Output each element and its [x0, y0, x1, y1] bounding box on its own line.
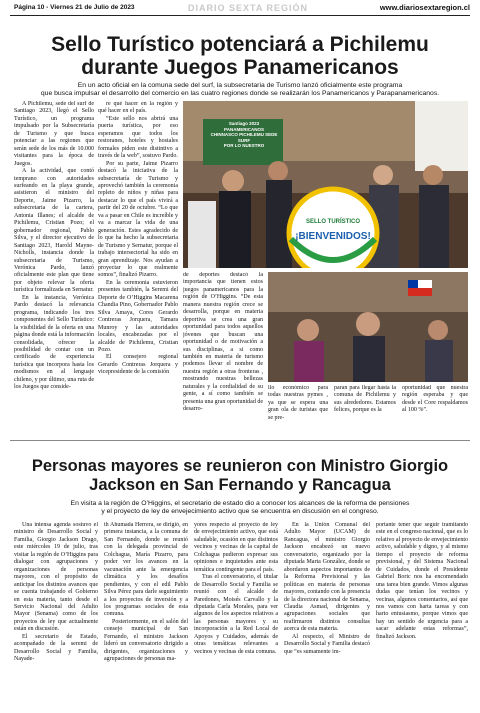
paragraph: Al respecto, el Ministro de Desarrollo Social y Familia destacó que “es sumamente im- — [284, 633, 370, 655]
paragraph: El secretario de Estado, acompañado de la seremi de Desarrollo Social y Familia, Nayade- — [14, 633, 98, 663]
photo-sign-top: SELLO TURÍSTICO — [306, 219, 360, 225]
paragraph: Tras el conversatorio, el titular de Desarrollo Social y Familia se reunió con el alcalde de Paredones, Moisés Carvallo y la diputada Carla Morales, para ver algunos de los aspectos relativos a las personas mayores y su incorporación a la Red Local de Apoyos y Cuidados, además de otras temáticas relevantes a vecinos y vecinas de esta comuna. — [194, 574, 278, 655]
paragraph: “Este sello nos abrirá una puerta turística, por eso esperamos que todos los restoranes, hoteles y hostales formales piden este distintivo a través de la web”, sostuvo Pardo. — [98, 115, 178, 160]
article1-column-1 — [14, 101, 94, 431]
paragraph: Posteriormente, en el salón del consejo municipal de San Fernando, el ministro Jackson lideró un conversatorio dirigido a dirigentes, organizaciones y agrupaciones de personas ma- — [104, 618, 188, 663]
article2-column-5 — [376, 522, 468, 708]
article2-column-1 — [14, 522, 98, 708]
secondary-illustration — [268, 272, 468, 382]
article2-subtitle-line1: En visita a la región de O’Higgins, el secretario de estado dio a conocer los alcances de la reforma de pensiones — [70, 500, 410, 507]
main-photo — [183, 101, 468, 268]
paragraph: A la actividad, que contó temprano con autoridades surfeando en la playa grande, asistieron el ministro del Deporte, Jaime Pizarro, la subsecretaria de la cartera, Antonia Illanes; el alcalde de Pichilemu, Cristian Pozo; el gobernador regional, Pablo Silva, y el director ejecutivo de Santiago 2023, Harold Mayne-Nicholls, instancia donde la subsecretaria de Turismo, Verónica Pardo, lanzó oficialmente este plan que tiene por objeto relevar la oferta turística formalizada en Sernatur. — [14, 168, 94, 294]
paragraph: yores respecto al proyecto de ley de envejecimiento activo, que está saludable, ocasión en que distintos vecinos y vecinas de la capital de Colchagua pudieron expresar sus opiniones e inquietudes ante esta temática contingente para el país. — [194, 522, 278, 573]
paragraph: El consejero regional Gerardo Contreras Jorquera y vicepresidente de la comisión — [98, 354, 178, 376]
paragraph: portante tener que seguir tramitando este en el congreso nacional, que es lo relativo al proyecto de envejecimiento activo, saludable y digno, y al mismo tiempo el proyecto de reforma previsional, y del Sistema Nacional de Cuidados, donde el Presidente Gabriel Boric nos ha encomendado una tarea bien grande. Vimos algunas dudas que tenían los vecinos y vecinas, algunos comentarios, así que nos vamos con harta tareas y con harto entusiasmo, porque vimos que hay un sentido de urgencia para a sacar adelante estas reformas”, finalizó Jackson. — [376, 522, 468, 640]
article2-title-line1: Personas mayores se reunieron con Ministro Giorgio — [31, 457, 449, 475]
article2-subtitle-line2: y el proyecto de ley de envejecimiento activo que se encuentra en discusión en el congreso. — [101, 508, 379, 515]
paragraph: paran para llegar hasta la comuna de Pichilemu y sus alrededores. Estamos felices, porque es la — [334, 385, 396, 414]
paragraph: de deportes destacó la importancia que tienen estos juegos panamericanos para la región de O’Higgins. “De esta manera nuestra región crece se desarrolla, porque en materia deportiva se crea una gran oportunidad para todos aquellos jóvenes que buscan una oportunidad o de motivación a sus disciplinas, a si como también en materia de turismo podemos llevar el nombre de nuestra región a otras fronteras , mostrando nuestras bellezas naturales y la cordialidad de su gente, a sí como también se presenta una gran oportunidad de desarro- — [183, 272, 263, 413]
article1-column-4 — [268, 385, 328, 431]
paragraph: th Ahumada Herrera, se dirigió, en primera instancia, a la comuna de San Fernando, donde se reunió con la delegada provincial de Colchagua, María Pizarro, para poder ver los avances en la vacunación ante la emergencia climática y los desafíos pendientes, y con el edil Pablo Silva Pérez para darle seguimiento a los proyectos de inversión y a los programas sociales de esta comuna. — [104, 522, 188, 618]
page-date: Página 10 - Viernes 21 de Julio de 2023 — [14, 4, 135, 11]
article2-column-3 — [194, 522, 278, 708]
paragraph: En la instancia, Verónica Pardo destacó la relevancia programa, indicando los tres componentes del Sello Turístico: la visibilidad de la oferta en una página donde está la información consolidada, ofrecer la posibilidad de contar con un certificado de experiencia turística que incorpora hasta los modismos en al lenguaje chileno, y por último, una ruta de los Juegos que conside- — [14, 294, 94, 391]
article1-subtitle-line1: En un acto oficial en la comuna sede del surf, la subsecretaria de Turismo lanzó oficialmente este programa — [77, 82, 403, 89]
paragraph: En la Unión Comunal del Adulto Mayor (UCAM) de Rancagua, el ministro Giorgio Jackson encabezó un nuevo conversatorio, organizado por la diputada Marta González, donde se abordaron aspectos importantes de la Reforma Previsional y las políticas en materia de personas mayores, contando con la presencia de la directora nacional de Senama, Claudia Asmad, dirigentes y agrupaciones sociales que reafirmaron distintos consultas acerca de esta materia. — [284, 522, 370, 633]
article1-column-6 — [402, 385, 468, 431]
secondary-photo — [268, 272, 468, 382]
website-url[interactable]: www.diariosextaregion.cl — [379, 3, 470, 12]
paragraph: En la ceremonia estuvieron presentes también, la Seremi del Deporte de O’Higgins Macarena Chandia Pino, Gobernador Pablo Silva Amaya, Cores Gerardo Contreras Jorquera, Tamara Munroy y las autoridades locales, encabezadas por el alcalde de Pichilemu, Cristian Pozo. — [98, 279, 178, 353]
article2-title-line2: Jackson en San Fernando y Rancagua — [89, 476, 391, 494]
article1-column-2 — [98, 101, 178, 431]
photo-sign-welcome: ¡BIENVENIDOS! — [295, 231, 371, 242]
article1-title-line1: Sello Turístico potenciará a Pichilemu — [51, 33, 429, 56]
newspaper-name: DIARIO SEXTA REGIÓN — [188, 3, 309, 13]
article2-column-2 — [104, 522, 188, 708]
article-separator — [10, 440, 470, 441]
article1-column-5 — [334, 385, 396, 431]
paragraph: re qué hacer en la región y qué hacer en el país. — [98, 101, 178, 115]
article1-column-3 — [183, 272, 263, 432]
paragraph: Por su parte, Jaime Pizarro destacó la iniciativa de la subsecretaría de Turismo y aprovechó también la ceremonia repleto de niños y niñas para destacar lo que el país vivirá a partir del 20 de octubre. “Lo que va a pasar en Chile es increíble y va a marcar la vida de una generación. Estes agradecido de lo que ha hecho la subsecretaria de Turismo y Sernatur, porque el trabajo intersectorial ha sido en gran aprendizaje. Nos ayudan a proyectar lo que realmente somos”, finalizó Pizarro. — [98, 160, 178, 279]
paragraph: llo económico para todas nuestras pymes , ya que se espera una gran ola de turistas que se pre- — [268, 385, 328, 421]
paragraph: A Pichilemu, sede del surf de Santiago 2023, llegó el Sello Turístico, un programa impulsado por la Subsecretaría de Turismo y que busca potenciar a las regiones que serán sede de los más de 10.000 visitantes para la época de Juegos. — [14, 101, 94, 167]
article1-title-line2: durante Juegos Panamericanos — [81, 56, 399, 79]
photo-banner: Santiago 2023 PANAMERICANOS CHINNASCO PICHILEMU SEDE SURF POR LO NUESTRO — [210, 121, 278, 148]
article2-column-4 — [284, 522, 370, 708]
paragraph: Una intensa agenda sostuvo el ministro de Desarrollo Social y Familia, Giorgio Jackson Drago, este miércoles 19 de julio, tras visitar la región de O’Higgins para dialogar con agrupaciones y organizaciones de personas mayores, con el propósito de anticipar los distintos avances que se cuenta trabajando el Gobierno en esta materia, tanto desde el Servicio Nacional del Adulto Mayor (Senama) como de los proyectos de ley que actualmente están en discusión. — [14, 522, 98, 633]
paragraph: oportunidad que nuestra región esperaba y que desde el Core respaldamos al 100 %”. — [402, 385, 468, 414]
header-rule — [10, 15, 470, 16]
article1-subtitle-line2: que busca impulsar el desarrollo del comercio en las cuatro regiones donde se realizarán los Panamericanos y Parapanamericanos. — [40, 90, 440, 97]
